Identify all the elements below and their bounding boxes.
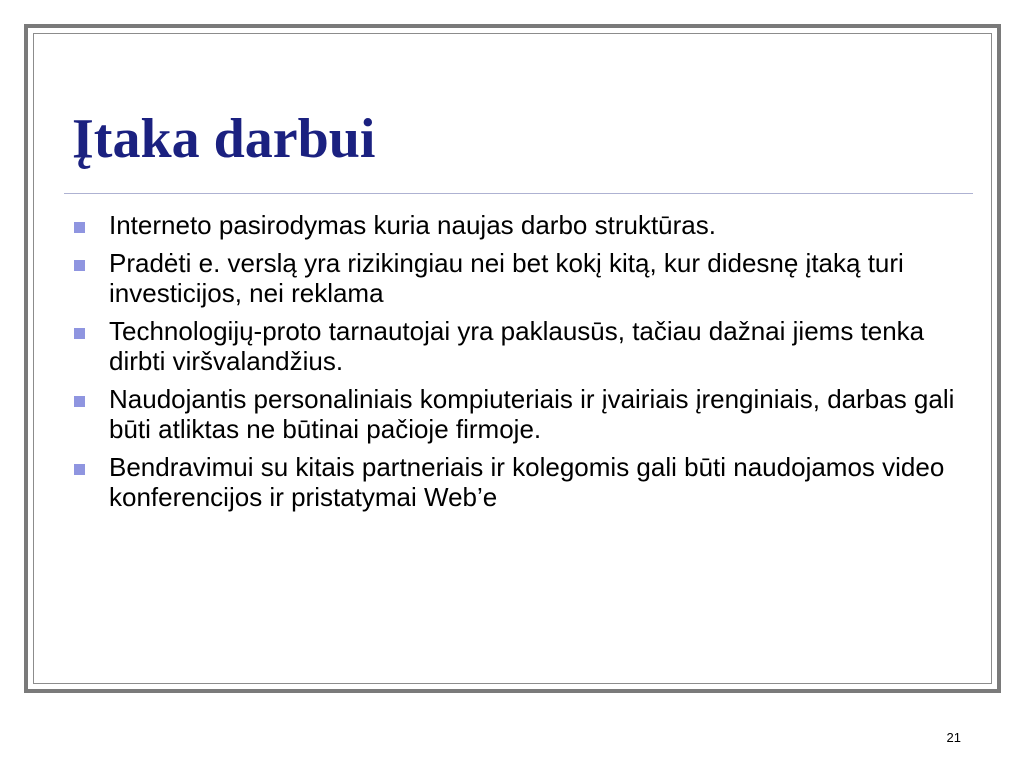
- square-bullet-icon: [74, 464, 85, 475]
- bullet-item: [72, 316, 962, 376]
- title-divider: [64, 193, 973, 194]
- bullet-text: Technologijų-proto tarnautojai yra paklausūs, tačiau dažnai jiems tenka dirbti viršvalandžius.: [109, 316, 925, 376]
- bullet-item: [72, 210, 962, 240]
- slide-title: Įtaka darbui: [72, 108, 376, 170]
- square-bullet-icon: [74, 396, 85, 407]
- bullet-text: Interneto pasirodymas kuria naujas darbo struktūras.: [109, 210, 716, 240]
- bullet-item: [72, 248, 962, 308]
- bullet-text: Naudojantis personaliniais kompiuteriais ir įvairiais įrenginiais, darbas gali būti atliktas ne būtinai pačioje firmoje.: [109, 384, 955, 444]
- square-bullet-icon: [74, 222, 85, 233]
- bullet-text: Bendravimui su kitais partneriais ir kolegomis gali būti naudojamos video konferencijos ir pristatymai Web’e: [109, 452, 945, 512]
- page-number: 21: [946, 730, 961, 745]
- bullet-item: [72, 452, 962, 512]
- bullet-list: [72, 210, 962, 520]
- bullet-item: [72, 384, 962, 444]
- bullet-text: Pradėti e. verslą yra rizikingiau nei bet kokį kitą, kur didesnę įtaką turi investicijos, nei reklama: [109, 248, 904, 308]
- square-bullet-icon: [74, 328, 85, 339]
- square-bullet-icon: [74, 260, 85, 271]
